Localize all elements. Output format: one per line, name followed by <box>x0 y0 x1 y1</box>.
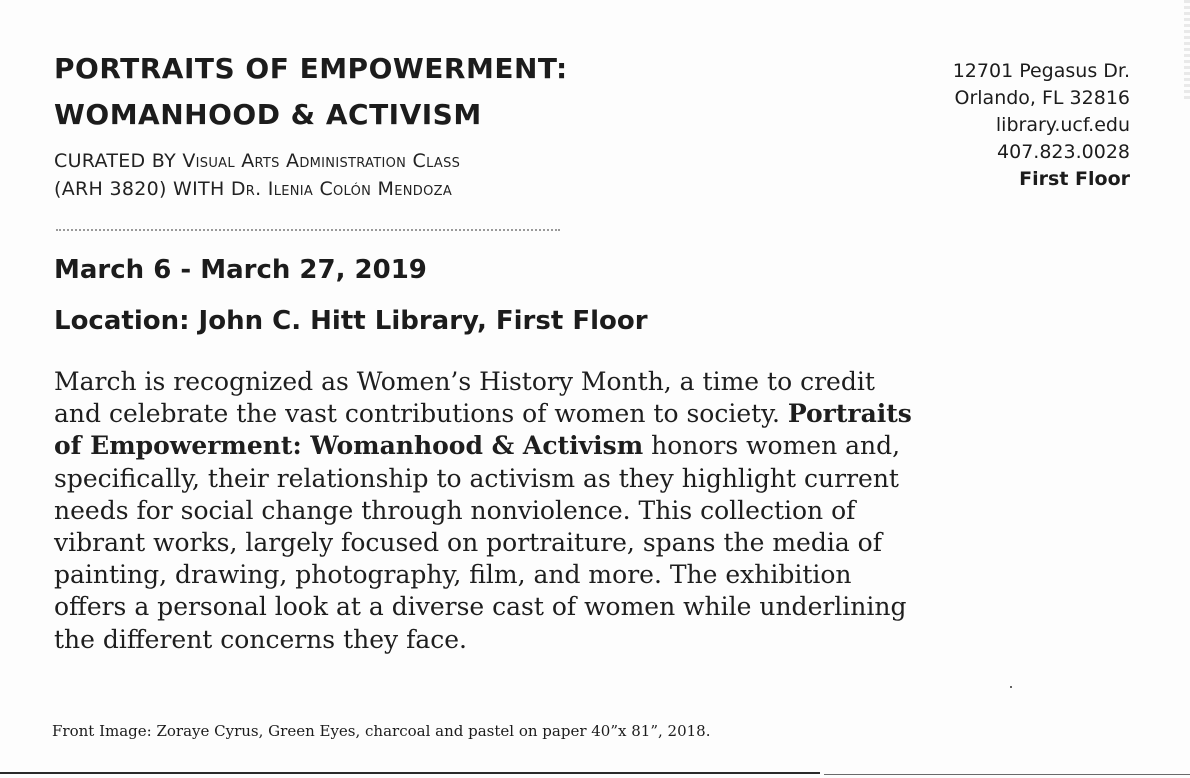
exhibition-dates: March 6 - March 27, 2019 <box>54 255 427 285</box>
image-credit: Front Image: Zoraye Cyrus, Green Eyes, charcoal and pastel on paper 40”x 81”, 2018. <box>52 722 711 740</box>
description-text: and celebrate the vast contributions of women to society. <box>54 399 788 429</box>
exhibition-location: Location: John C. Hitt Library, First Floor <box>54 306 648 336</box>
description-line <box>54 430 1044 462</box>
description-line: March is recognized as Women’s History Month, a time to credit <box>54 367 875 396</box>
curator-line-1: CURATED BY Visual Arts Administration Class <box>54 150 461 172</box>
description-line: vibrant works, largely focused on portraiture, spans the media of <box>54 528 882 558</box>
description-line: needs for social change through nonviolence. This collection of <box>54 495 856 525</box>
scan-speck <box>1010 686 1012 688</box>
description-line: painting, drawing, photography, film, and more. The exhibition <box>54 560 852 590</box>
scan-right-edge <box>1184 0 1190 100</box>
description-text: honors women and, <box>643 431 901 461</box>
description-line: offers a personal look at a diverse cast of women while underlining <box>54 592 907 622</box>
address-website: library.ucf.edu <box>995 114 1130 136</box>
address-floor: First Floor <box>1019 168 1130 190</box>
exhibition-description <box>54 366 1044 656</box>
description-emphasis: Portraits <box>787 399 912 429</box>
card-bottom-edge <box>0 772 820 774</box>
exhibition-title-line-1: PORTRAITS OF EMPOWERMENT: <box>54 52 568 85</box>
dotted-divider <box>56 229 560 231</box>
description-line <box>54 398 1044 430</box>
description-emphasis: of Empowerment: Womanhood & Activism <box>54 431 644 461</box>
curator-line-2: (ARH 3820) WITH Dr. Ilenia Colón Mendoza <box>54 178 453 200</box>
address-phone: 407.823.0028 <box>997 141 1130 163</box>
exhibition-title-line-2: WOMANHOOD & ACTIVISM <box>54 98 482 131</box>
address-street: 12701 Pegasus Dr. <box>952 60 1130 82</box>
library-address-block <box>953 58 1130 193</box>
description-line: specifically, their relationship to activism as they highlight current <box>54 463 899 493</box>
card-bottom-edge-right <box>824 774 1190 775</box>
address-city: Orlando, FL 32816 <box>954 87 1130 109</box>
description-line: the different concerns they face. <box>54 624 467 654</box>
